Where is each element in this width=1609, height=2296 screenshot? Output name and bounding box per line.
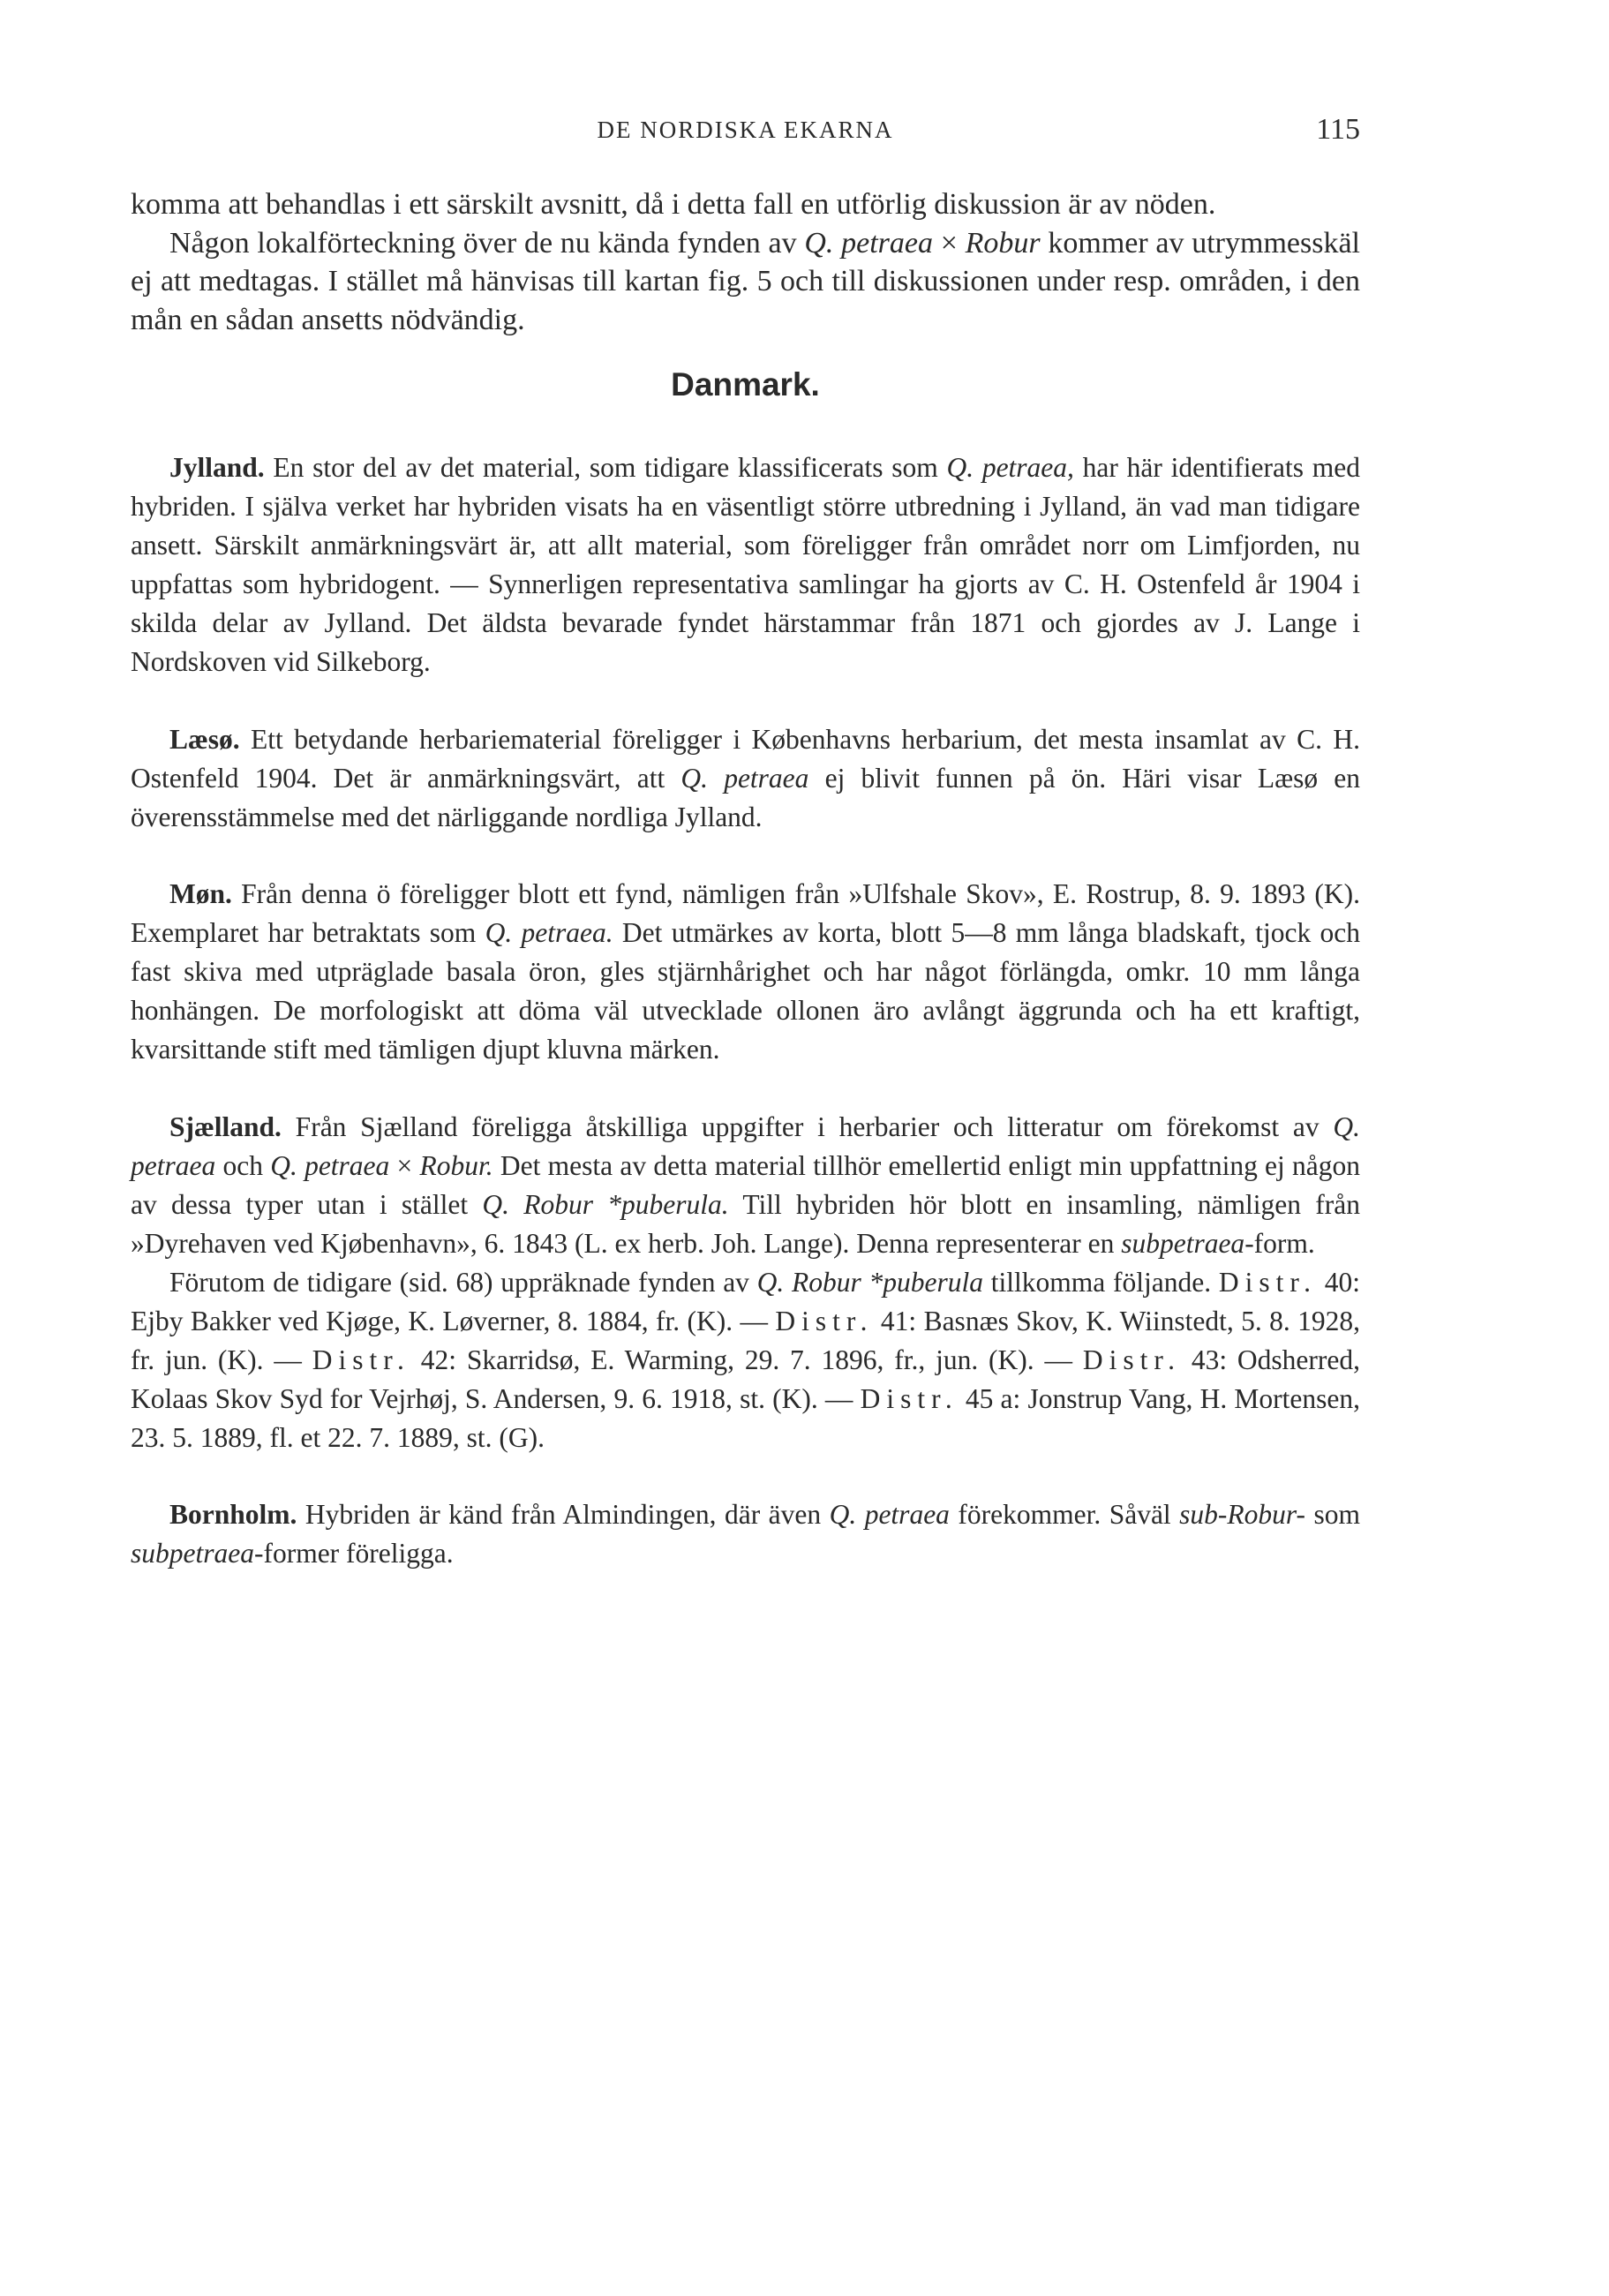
text-run: och <box>215 1149 271 1181</box>
text-run: Från Sjælland föreligga åtskilliga uppgifter i herbarier och litteratur om förekomst av <box>281 1110 1334 1142</box>
section-heading: Danmark. <box>671 366 820 403</box>
text-run: Hybriden är känd från Almindingen, där även <box>297 1499 830 1530</box>
paragraph-laeso <box>131 720 1360 837</box>
text-run: Förutom de tidigare (sid. 68) uppräknade fynden av <box>169 1266 757 1298</box>
region-name: Bornholm. <box>169 1499 297 1530</box>
taxon-name: Q. petraea, <box>946 452 1074 483</box>
taxon-name: Q. petraea <box>270 1149 390 1181</box>
text-run: som <box>1305 1499 1360 1530</box>
text-run: Till hybriden hör blott en insamling, nämligen från »Dyrehaven ved Kjøbenhavn», 6. 1843 (L. ex herb. Joh. Lange). Denna representerar en <box>131 1188 1360 1259</box>
distr-label: Distr. <box>312 1344 410 1375</box>
taxon-name: Q. petraea <box>804 226 934 260</box>
text-run: 42: Skarridsø, E. Warming, 29. 7. 1896, fr., jun. (K). — <box>410 1344 1083 1375</box>
text-run: komma att behandlas i ett särskilt avsnitt, då i detta fall en utförlig diskussion är av nöden. <box>131 188 1216 221</box>
body-text <box>131 185 1360 1573</box>
text-run: En stor del av det material, som tidigare klassificerats som <box>264 452 947 483</box>
running-head <box>131 113 1360 152</box>
paragraph-intro-localities <box>131 224 1360 340</box>
page-number: 115 <box>1316 113 1360 146</box>
paragraph-mon <box>131 875 1360 1069</box>
taxon-name: Q. petraea <box>829 1499 950 1530</box>
region-name: Sjælland. <box>169 1110 282 1142</box>
distr-label: Distr. <box>775 1305 874 1336</box>
text-run: ej blivit funnen på ön. Häri visar Læsø en överensstämmelse med det närliggande nordliga Jylland. <box>131 762 1360 832</box>
text-run: kommer av utrymmesskäl ej att medtagas. I stället må hänvisas till kartan fig. 5 och till diskussionen under resp. områden, i den mån en sådan ansetts nödvändig. <box>131 226 1360 336</box>
text-run: 43: Odsherred, Kolaas Skov Syd for Vejrhøj, S. Andersen, 9. 6. 1918, st. (K). — <box>131 1344 1360 1414</box>
taxon-name: Q. petraea <box>131 1110 1360 1181</box>
taxon-name: Robur <box>965 226 1041 260</box>
paragraph-jylland <box>131 448 1360 681</box>
region-name: Læsø. <box>169 723 240 755</box>
text-run: 41: Basnæs Skov, K. Wiinstedt, 5. 8. 1928, fr. jun. (K). — <box>131 1305 1361 1375</box>
text-run: förekommer. Såväl <box>949 1499 1180 1530</box>
text-run: har här identifierats med hybriden. I själva verket har hybriden visats ha en väsentligt större utbredning i Jylland, än vad man tidigare ansett. Särskilt anmärkningsvärt är, att allt material, som föreligger från området norr om Limfjorden, nu uppfattas som hybridogent. — Synnerligen representativa samlingar ha gjorts av C. H. Ostenfeld år 1904 i skilda delar av Jylland. Det äldsta bevarade fyndet härstammar från 1871 och gjordes av J. Lange i Nordskoven vid Silkeborg. <box>131 452 1360 677</box>
running-title: DE NORDISKA EKARNA <box>597 117 894 143</box>
text-run: Det utmärkes av korta, blott 5—8 mm långa bladskaft, tjock och fast skiva med utpräglade basala öron, gles stjärnhårighet och har något förlängda, omkr. 10 mm långa honhängen. De morfologiskt att döma väl utvecklade ollonen äro avlångt äggrunda och ha ett kraftigt, kvarsittande stift med tämligen djupt kluvna märken. <box>131 917 1360 1065</box>
region-name: Jylland. <box>169 452 265 483</box>
paragraph-distr-list <box>131 1263 1360 1457</box>
text-run: 45 a: Jonstrup Vang, H. Mortensen, 23. 5. 1889, fl. et 22. 7. 1889, st. (G). <box>131 1382 1360 1453</box>
paragraph-intro-continued <box>131 185 1360 224</box>
paragraph-bornholm <box>131 1495 1360 1573</box>
text-run: × <box>933 226 966 260</box>
text-run: Någon lokalförteckning över de nu kända fynden av <box>169 226 805 260</box>
taxon-name: Q. petraea <box>680 762 809 794</box>
text-run: -form. <box>1244 1227 1315 1259</box>
paragraph-sjaelland <box>131 1108 1360 1263</box>
text-run: Från denna ö föreligger blott ett fynd, nämligen från »Ulfshale Skov», E. Rostrup, 8. 9. 1893 (K). Exemplaret har betraktats som <box>131 878 1360 948</box>
text-run: tillkomma följande. <box>983 1266 1219 1298</box>
taxon-name: Robur. <box>419 1149 493 1181</box>
taxon-name: Q. Robur *puberula. <box>482 1188 729 1220</box>
text-run: × <box>389 1149 420 1181</box>
distr-label: Distr. <box>1218 1266 1317 1298</box>
taxon-name: Q. petraea. <box>485 917 613 948</box>
taxon-name: Q. Robur *puberula <box>756 1266 984 1298</box>
distr-label: Distr. <box>1082 1344 1181 1375</box>
distr-label: Distr. <box>860 1382 959 1414</box>
text-run: 40: Ejby Bakker ved Kjøge, K. Løverner, 8. 1884, fr. (K). — <box>131 1266 1360 1336</box>
region-name: Møn. <box>169 878 232 909</box>
text-run: Ett betydande herbariematerial föreligger i Københavns herbarium, det mesta insamlat av C. H. Ostenfeld 1904. Det är anmärkningsvärt, att <box>131 723 1360 794</box>
taxon-name: subpetraea <box>1121 1227 1245 1259</box>
text-run: -former föreligga. <box>253 1538 454 1569</box>
text-run: Det mesta av detta material tillhör emellertid enligt min uppfattning ej någon av dessa typer utan i stället <box>131 1149 1361 1220</box>
taxon-name: sub-Robur- <box>1179 1499 1306 1530</box>
taxon-name: subpetraea <box>131 1538 254 1569</box>
